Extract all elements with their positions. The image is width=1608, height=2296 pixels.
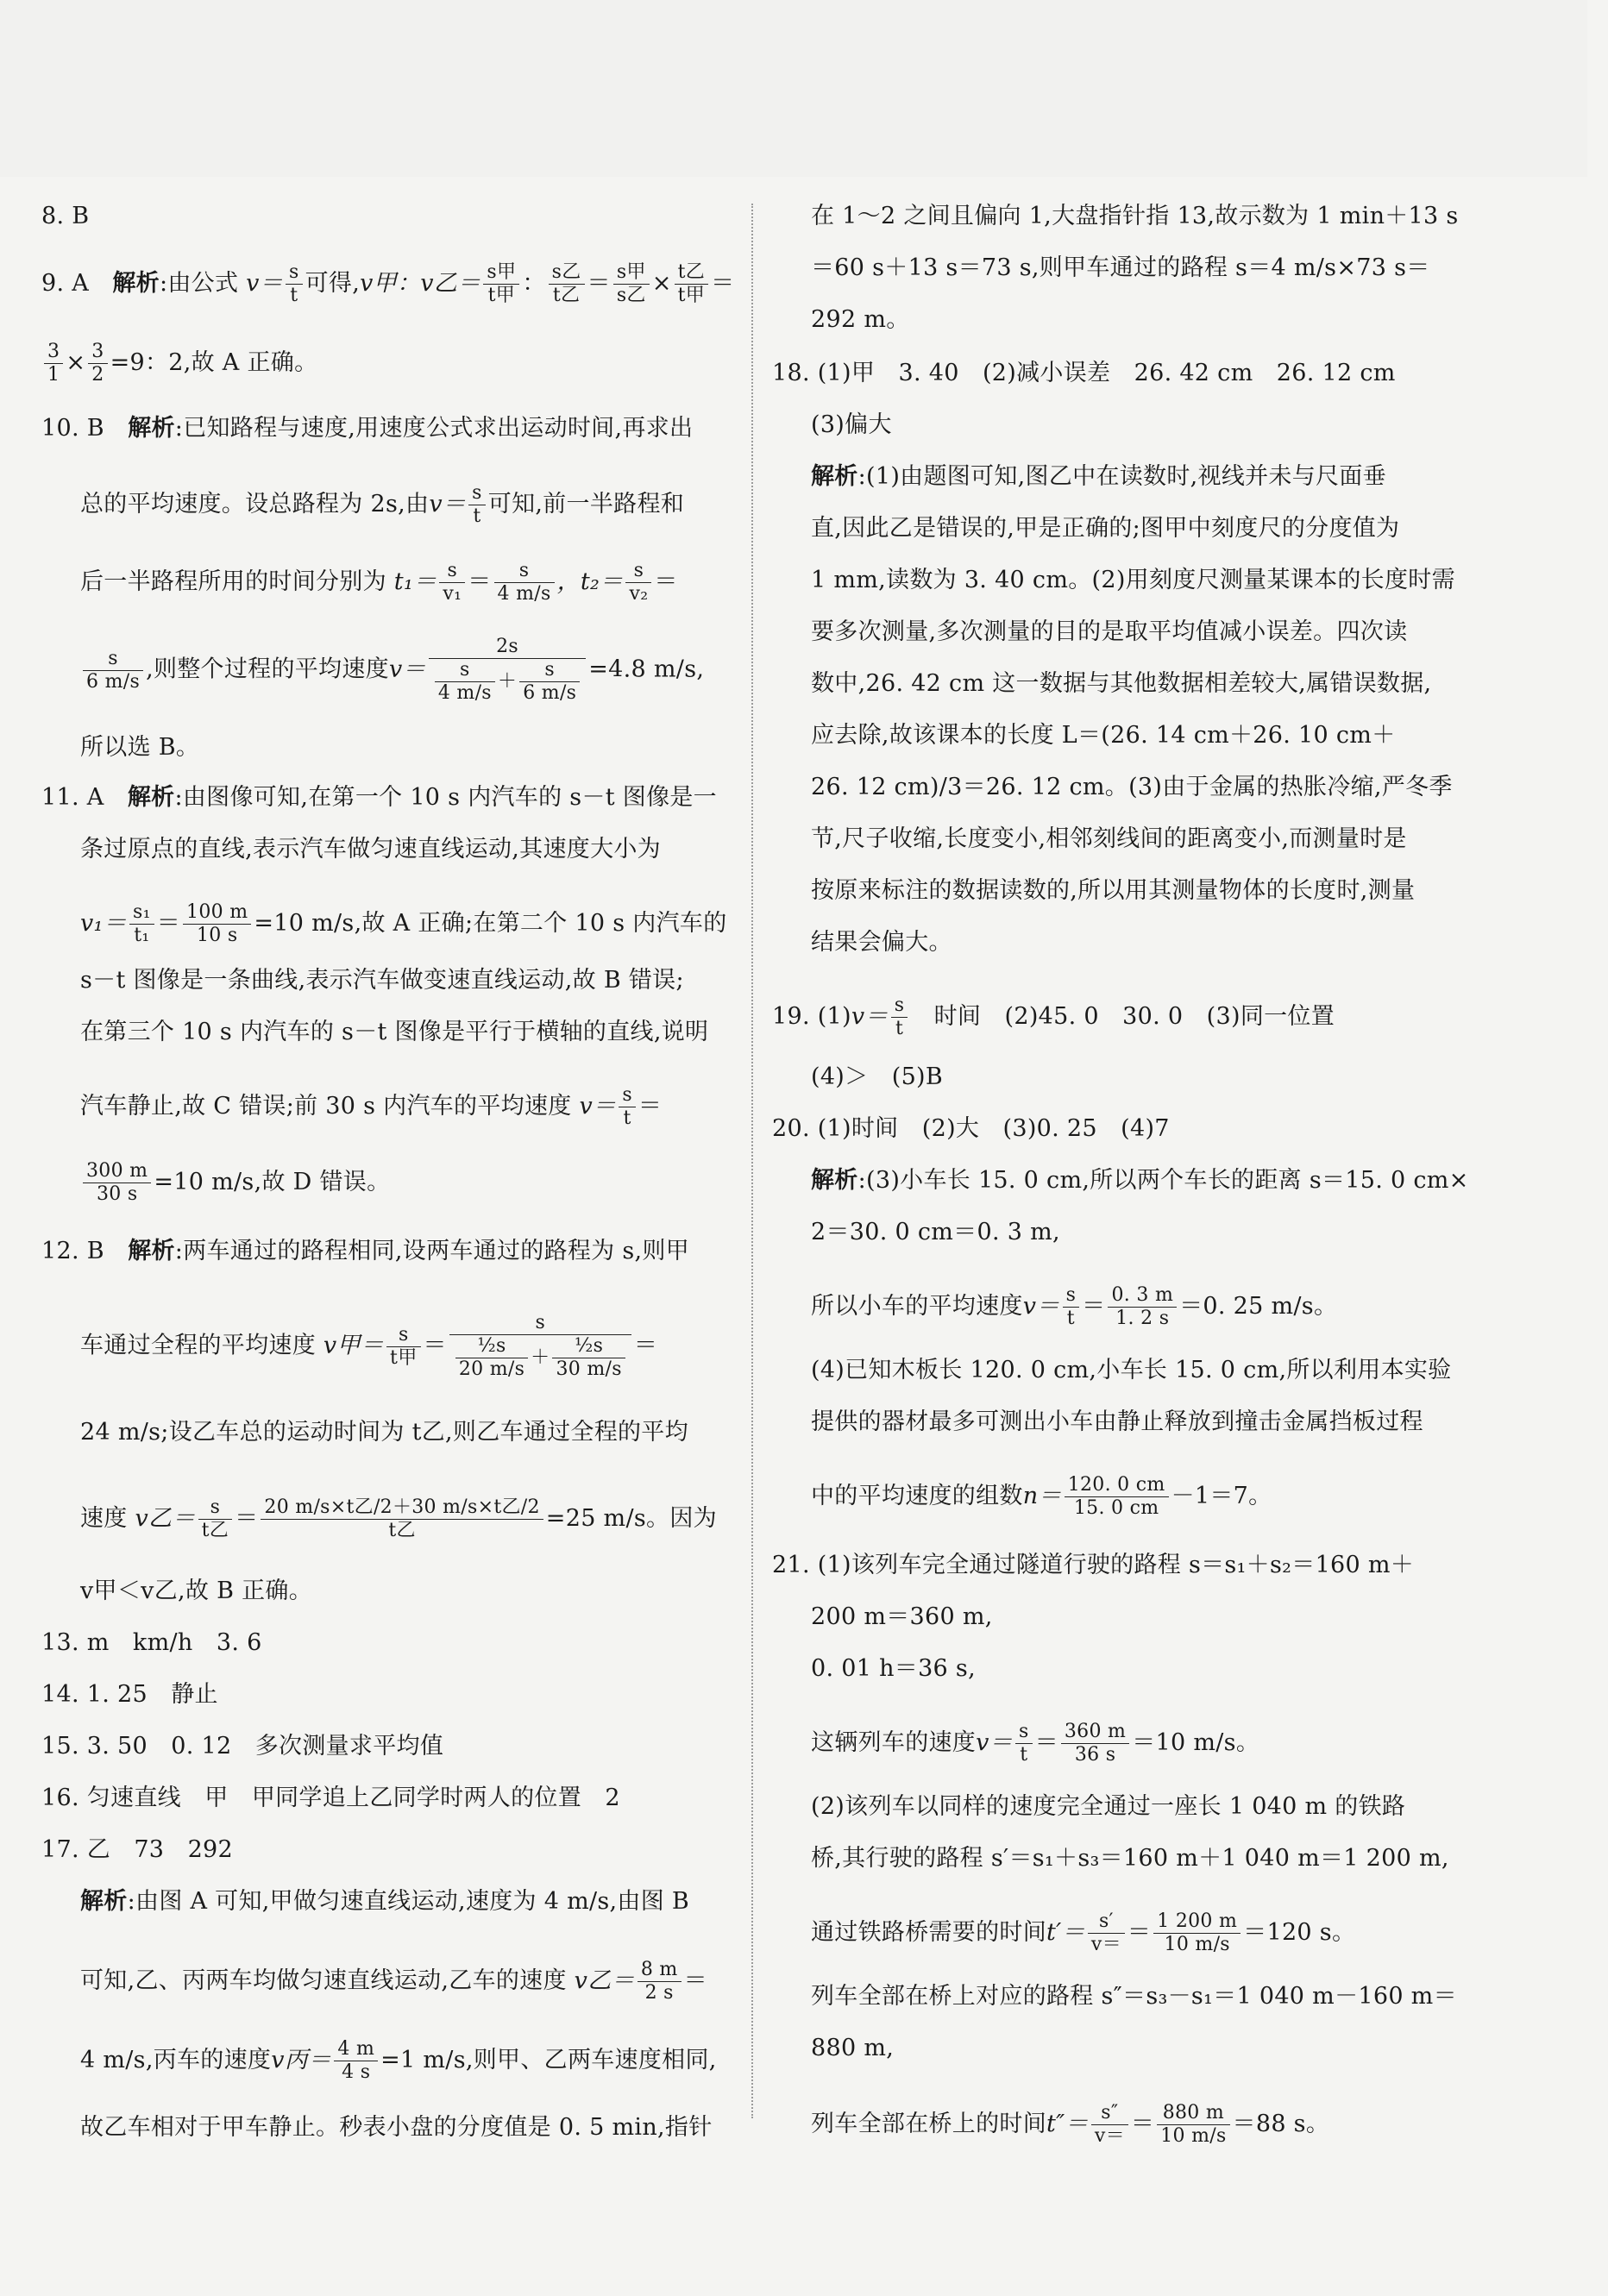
answer-10-line1: 10. B 解析:已知路程与速度,用速度公式求出运动时间,再求出 bbox=[41, 415, 694, 442]
answer-18-line4: 要多次测量,多次测量的目的是取平均值减小误差。四次读 bbox=[811, 618, 1408, 645]
answer-21-line9: 880 m, bbox=[811, 2035, 895, 2061]
answer-17-cont-line2: ＝60 s＋13 s＝73 s,则甲车通过的路程 s＝4 m/s×73 s＝ bbox=[811, 254, 1430, 281]
answer-11-line2: 条过原点的直线,表示汽车做匀速直线运动,其速度大小为 bbox=[80, 836, 661, 863]
answer-20-line4: (4)已知木板长 120. 0 cm,小车长 15. 0 cm,所以利用本实验 bbox=[811, 1357, 1452, 1383]
answer-21-line2: 200 m＝360 m, bbox=[811, 1603, 993, 1630]
answer-20-line6: 中的平均速度的组数n＝ $\frac{120. 0 cm}{15. 0 cm}$ －1＝7。 bbox=[811, 1474, 1272, 1519]
answer-20-line5: 提供的器材最多可测出小车由静止释放到撞击金属挡板过程 bbox=[811, 1408, 1423, 1435]
answer-11-line6: 汽车静止,故 C 错误;前 30 s 内汽车的平均速度 v＝ $\frac{s}{t}$ ＝ bbox=[80, 1084, 663, 1129]
answer-17: 17. 乙 73 292 bbox=[41, 1836, 234, 1863]
answer-20-line3: 所以小车的平均速度v＝ $\frac{s}{t}$ ＝ $\frac{0. 3 m}{1. 2 s}$ ＝0. 25 m/s。 bbox=[811, 1284, 1338, 1329]
answer-18-line3: 1 mm,读数为 3. 40 cm。(2)用刻度尺测量某课本的长度时需 bbox=[811, 567, 1455, 593]
answer-21-line4: 这辆列车的速度v＝ $\frac{s}{t}$ ＝ $\frac{360 m}{36 s}$ ＝10 m/s。 bbox=[811, 1721, 1260, 1766]
answer-20: 20. (1)时间 (2)大 (3)0. 25 (4)7 bbox=[772, 1115, 1170, 1142]
answer-21-line7: 通过铁路桥需要的时间t′＝ $\frac{s'}{v=}$ ＝ $\frac{1 200 m}{10 m/s}$ ＝120 s。 bbox=[811, 1910, 1356, 1955]
answer-21-line8: 列车全部在桥上对应的路程 s″＝s₃－s₁＝1 040 m－160 m＝ bbox=[811, 1983, 1457, 2010]
answer-14: 14. 1. 25 静止 bbox=[41, 1681, 218, 1708]
answer-18-line8: 节,尺子收缩,长度变小,相邻刻线间的距离变小,而测量时是 bbox=[811, 825, 1407, 852]
answer-11-line3: v₁＝ $\frac{\text{s₁}}{\text{t₁}}$ ＝ $\frac{100 m}{10 s}$ =10 m/s,故 A 正确;在第二个 10 s 内汽车的 bbox=[80, 901, 727, 946]
answer-20-line1: 解析:(3)小车长 15. 0 cm,所以两个车长的距离 s＝15. 0 cm× bbox=[811, 1167, 1469, 1194]
answer-12-line5: v甲＜v乙,故 B 正确。 bbox=[80, 1578, 312, 1604]
answer-20-line2: 2＝30. 0 cm＝0. 3 m, bbox=[811, 1219, 1060, 1245]
answer-15: 15. 3. 50 0. 12 多次测量求平均值 bbox=[41, 1733, 444, 1760]
answer-12-line3: 24 m/s;设乙车总的运动时间为 t乙,则乙车通过全程的平均 bbox=[80, 1419, 688, 1446]
answer-17-line2: 可知,乙、丙两车均做匀速直线运动,乙车的速度 v乙＝ $\frac{8 m}{2 s}$ ＝ bbox=[80, 1959, 707, 2004]
answer-9-line1: 9. A 解析:由公式 v＝ $\frac{s}{t}$ 可得,v甲：v乙＝ $\frac{\text{s甲}}{\text{t甲}}$ ： $\frac{\text{s乙}}{\text{t乙}}$ ＝ $\frac{\text{s甲}}{\text{s乙}}$ × $\frac{\text{t乙}}{\text{t甲}}$ ＝ bbox=[41, 261, 735, 306]
answer-11-line4: s－t 图像是一条曲线,表示汽车做变速直线运动,故 B 错误; bbox=[80, 967, 684, 994]
answer-18-part3: (3)偏大 bbox=[811, 411, 892, 438]
answer-21-line3: 0. 01 h＝36 s, bbox=[811, 1655, 976, 1682]
answer-17-line3: 4 m/s,丙车的速度v丙＝ $\frac{4 m}{4 s}$ =1 m/s,则甲、乙两车速度相同, bbox=[80, 2038, 717, 2083]
answer-10-line2: 总的平均速度。设总路程为 2s,由v＝ $\frac{s}{t}$ 可知,前一半路程和 bbox=[80, 482, 685, 527]
answer-21-line5: (2)该列车以同样的速度完全通过一座长 1 040 m 的铁路 bbox=[811, 1793, 1406, 1820]
answer-21-line10: 列车全部在桥上的时间t″＝ $\frac{s''}{v=}$ ＝ $\frac{880 m}{10 m/s}$ ＝88 s。 bbox=[811, 2102, 1330, 2147]
answer-19-line2: (4)＞ (5)B bbox=[811, 1063, 944, 1090]
answer-13: 13. m km/h 3. 6 bbox=[41, 1629, 262, 1656]
answer-18: 18. (1)甲 3. 40 (2)减小误差 26. 42 cm 26. 12 cm bbox=[772, 360, 1396, 386]
answer-16: 16. 匀速直线 甲 甲同学追上乙同学时两人的位置 2 bbox=[41, 1785, 620, 1811]
answer-17-line1: 解析:由图 A 可知,甲做匀速直线运动,速度为 4 m/s,由图 B bbox=[80, 1888, 690, 1915]
answer-9-line2: $\frac{3}{1}$ × $\frac{3}{2}$ =9：2,故 A 正确。 bbox=[41, 341, 317, 386]
answer-12-line4: 速度 v乙＝ $\frac{s}{\text{t乙}}$ ＝ $\frac{\text{20 m/s×t乙/2＋30 m/s×t乙/2}}{\text{t乙}}$ =25 m/s。因为 bbox=[80, 1496, 717, 1541]
answer-10-line4: $\frac{s}{6 m/s}$ ,则整个过程的平均速度v＝ 2s $\frac{s}{4 m/s}$ ＋ $\frac{s}{6 m/s}$ =4.8 m/s, bbox=[80, 636, 704, 705]
answer-17-cont-line1: 在 1～2 之间且偏向 1,大盘指针指 13,故示数为 1 min＋13 s bbox=[811, 203, 1459, 229]
top-margin bbox=[0, 0, 1587, 177]
answer-19-line1: 19. (1)v＝ $\frac{s}{t}$ 时间 (2)45. 0 30. 0 (3)同一位置 bbox=[772, 994, 1335, 1039]
answer-11-line5: 在第三个 10 s 内汽车的 s－t 图像是平行于横轴的直线,说明 bbox=[80, 1019, 709, 1045]
answer-18-line2: 直,因此乙是错误的,甲是正确的;图甲中刻度尺的分度值为 bbox=[811, 515, 1400, 542]
answer-18-line6: 应去除,故该课本的长度 L＝(26. 14 cm＋26. 10 cm＋ bbox=[811, 722, 1396, 749]
answer-18-line1: 解析:(1)由题图可知,图乙中在读数时,视线并未与尺面垂 bbox=[811, 463, 1386, 490]
answer-10-line3: 后一半路程所用的时间分别为 t₁＝ $\frac{s}{\text{v₁}}$ ＝ $\frac{s}{4 m/s}$ ，t₂＝ $\frac{s}{\text{v₂}}$ ＝ bbox=[80, 560, 678, 605]
column-divider bbox=[751, 204, 753, 2118]
answer-21-line1: 21. (1)该列车完全通过隧道行驶的路程 s＝s₁＋s₂＝160 m＋ bbox=[772, 1552, 1415, 1578]
answer-8: 8. B bbox=[41, 203, 90, 229]
answer-17-cont-line3: 292 m。 bbox=[811, 306, 910, 333]
answer-18-line5: 数中,26. 42 cm 这一数据与其他数据相差较大,属错误数据, bbox=[811, 670, 1432, 697]
answer-11-line1: 11. A 解析:由图像可知,在第一个 10 s 内汽车的 s－t 图像是一 bbox=[41, 784, 717, 811]
answer-18-line10: 结果会偏大。 bbox=[811, 929, 952, 956]
answer-12-line1: 12. B 解析:两车通过的路程相同,设两车通过的路程为 s,则甲 bbox=[41, 1238, 690, 1264]
answer-18-line7: 26. 12 cm)/3＝26. 12 cm。(3)由于金属的热胀冷缩,严冬季 bbox=[811, 774, 1453, 800]
answer-21-line6: 桥,其行驶的路程 s′＝s₁＋s₃＝160 m＋1 040 m＝1 200 m, bbox=[811, 1845, 1449, 1872]
answer-18-line9: 按原来标注的数据读数的,所以用其测量物体的长度时,测量 bbox=[811, 877, 1416, 904]
answer-12-line2: 车通过全程的平均速度 v甲＝ $\frac{s}{\text{t甲}}$ ＝ s $\frac{\text{½s}}{20 m/s}$ ＋ $\frac{\text{½s}}{30 m/s}$ ＝ bbox=[80, 1312, 658, 1380]
answer-11-line7: $\frac{300 m}{30 s}$ =10 m/s,故 D 错误。 bbox=[80, 1160, 390, 1206]
answer-17-line4: 故乙车相对于甲车静止。秒表小盘的分度值是 0. 5 min,指针 bbox=[80, 2114, 713, 2141]
answer-10-line5: 所以选 B。 bbox=[80, 734, 200, 761]
